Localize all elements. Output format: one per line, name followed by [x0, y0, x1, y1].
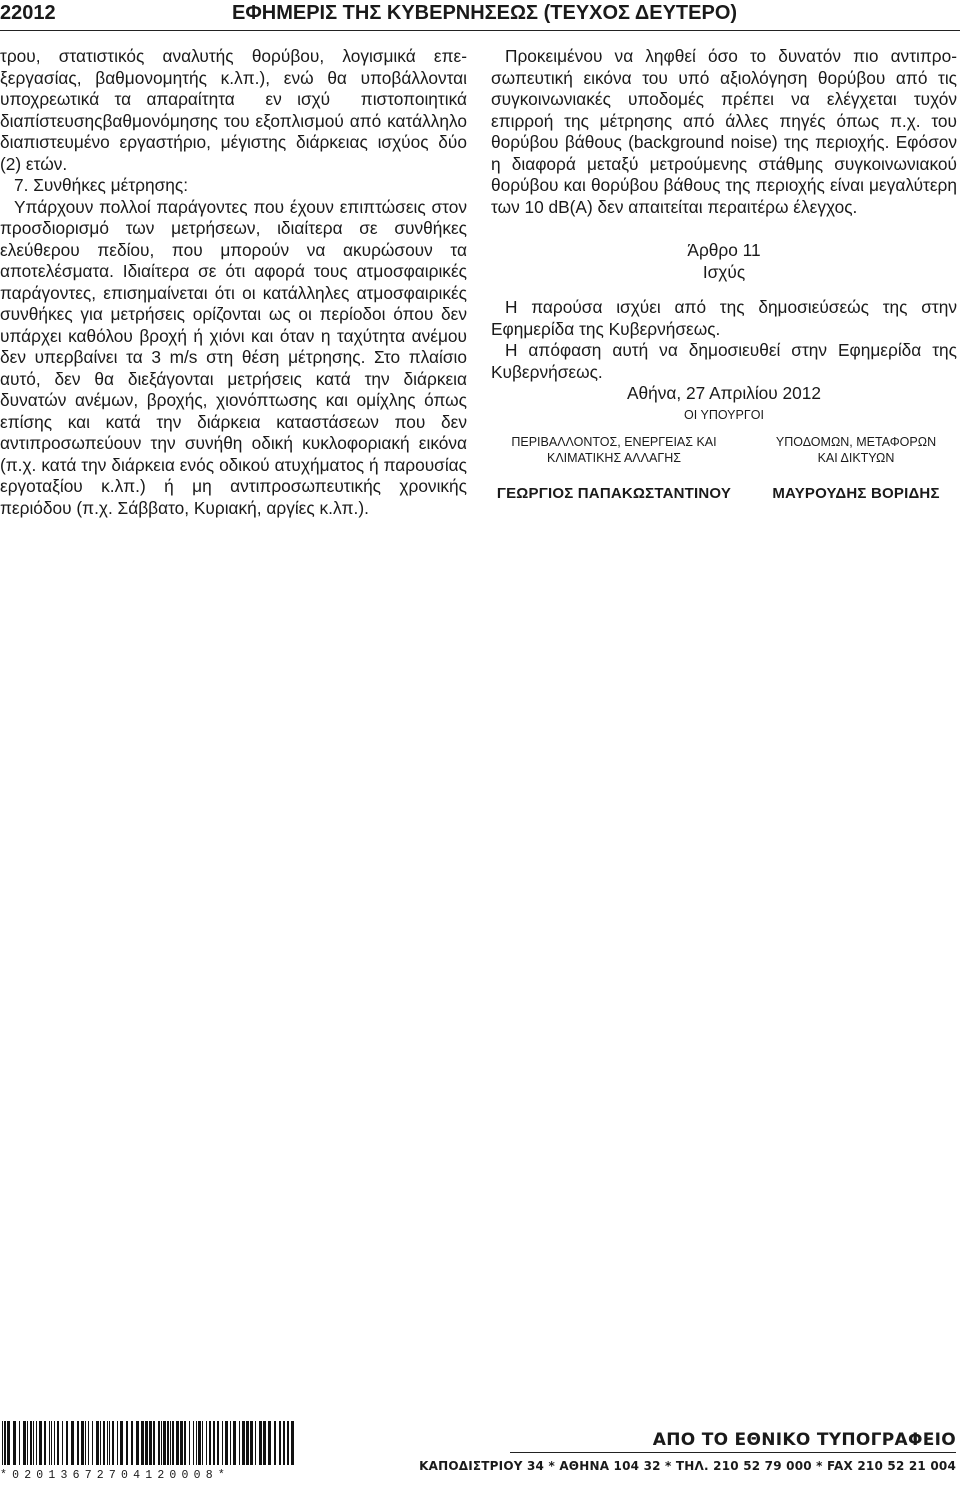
barcode-bar [30, 1421, 32, 1465]
barcode-bar [206, 1421, 207, 1465]
barcode-bar [71, 1421, 74, 1465]
left-column [0, 46, 467, 519]
barcode-bar [39, 1421, 42, 1465]
barcode-bar [184, 1421, 186, 1465]
minister-name: ΓΕΩΡΓΙΟΣ ΠΑΠΑΚΩΣΤΑΝΤΙΝΟΥ [496, 485, 732, 502]
right-paragraph-2: Η παρούσα ισχύει από της δημοσιεύσεώς της στην Εφημερίδα της Κυβερνήσεως. [491, 297, 957, 339]
barcode-bar [283, 1421, 285, 1465]
barcode-bar [246, 1421, 249, 1465]
barcode-bar [51, 1421, 52, 1465]
article-title: Άρθρο 11 [687, 240, 761, 260]
ministry-line-1: ΠΕΡΙΒΑΛΛΟΝΤΟΣ, ΕΝΕΡΓΕΙΑΣ ΚΑΙ [511, 435, 717, 449]
barcode-bar [141, 1421, 144, 1465]
barcode-bar [66, 1421, 68, 1465]
barcode-bar [81, 1421, 84, 1465]
barcode-bar [202, 1421, 203, 1465]
barcode-bar [213, 1421, 215, 1465]
barcode-bar [239, 1421, 240, 1465]
barcode-bar [44, 1421, 46, 1465]
barcode-bar [255, 1421, 256, 1465]
printer-address: ΚΑΠΟΔΙΣΤΡΙΟΥ 34 * ΑΘΗΝΑ 104 32 * ΤΗΛ. 210 52 79 000 * FAX 210 52 21 004 [419, 1459, 956, 1473]
barcode-bar [112, 1421, 114, 1465]
barcode-bar [88, 1421, 89, 1465]
barcode-bar [103, 1421, 105, 1465]
gazette-title: ΕΦΗΜΕΡΙΣ ΤΗΣ ΚΥΒΕΡΝΗΣΕΩΣ (ΤΕΥΧΟΣ ΔΕΥΤΕΡΟ) [232, 2, 738, 24]
barcode-bar [117, 1421, 118, 1465]
barcode-bar [62, 1421, 63, 1465]
barcode-bar [233, 1421, 236, 1465]
barcode-bar [27, 1421, 28, 1465]
barcode-bar [109, 1421, 110, 1465]
barcode-bar [263, 1421, 266, 1465]
barcode-bar [57, 1421, 59, 1465]
barcode-bar [145, 1421, 148, 1465]
header-rule [0, 30, 960, 31]
barcode-bar [149, 1421, 152, 1465]
barcode-bar [189, 1421, 190, 1465]
barcode-bar [217, 1421, 219, 1465]
barcode-bar [36, 1421, 37, 1465]
barcode-bar [19, 1421, 20, 1465]
signatures [491, 434, 957, 524]
ministry-line-2: ΚΑΙ ΔΙΚΤΥΩΝ [817, 451, 895, 465]
barcode-bar [153, 1421, 155, 1465]
barcode-bar [77, 1421, 79, 1465]
barcode-bar [100, 1421, 101, 1465]
page-number: 22012 [0, 2, 56, 24]
barcode-bar [120, 1421, 123, 1465]
barcode-bar [4, 1421, 6, 1465]
barcode-bars [0, 1419, 300, 1467]
minister-name: ΜΑΥΡΟΥΔΗΣ ΒΟΡΙΔΗΣ [772, 485, 940, 502]
barcode-bar [107, 1421, 108, 1465]
barcode-bar [167, 1421, 169, 1465]
barcode-bar [274, 1421, 276, 1465]
barcode-bar [225, 1421, 228, 1465]
barcode-bar [176, 1421, 179, 1465]
printer-name: ΑΠΟ ΤΟ ΕΘΝΙΚΟ ΤΥΠΟΓΡΑΦΕΙΟ [652, 1430, 956, 1450]
signatory-environment [491, 434, 737, 502]
right-column [491, 46, 957, 524]
barcode-bar [13, 1421, 16, 1465]
barcode-bar [250, 1421, 253, 1465]
barcode-bar [49, 1421, 50, 1465]
barcode-bar [279, 1421, 281, 1465]
article-subtitle: Ισχύς [702, 261, 746, 282]
section-7-heading: 7. Συνθήκες μέτρησης: [14, 175, 189, 195]
barcode-bar [222, 1421, 223, 1465]
barcode-bar [198, 1421, 201, 1465]
barcode-bar [33, 1421, 34, 1465]
right-paragraph-3: Η απόφαση αυτή να δημοσιευθεί στην Εφημερίδα της Κυβερνήσεως. [491, 340, 957, 382]
barcode-bar [180, 1421, 183, 1465]
barcode-bar [161, 1421, 162, 1465]
barcode-bar [126, 1421, 128, 1465]
barcode-bar [172, 1421, 174, 1465]
barcode-bar [242, 1421, 245, 1465]
barcode-bar [291, 1421, 294, 1465]
ministry-line-1: ΥΠΟΔΟΜΩΝ, ΜΕΤΑΦΟΡΩΝ [775, 435, 937, 449]
barcode-bar [268, 1421, 271, 1465]
barcode-bar [209, 1421, 211, 1465]
page-header [0, 0, 960, 30]
barcode-number: *02013672704120008* [0, 1469, 230, 1482]
barcode-bar [230, 1421, 231, 1465]
signatory-infrastructure [751, 434, 960, 502]
right-paragraph-1: Προκειμένου να ληφθεί όσο το δυνατόν πιο αντιπροσωπευτική εικόνα του υπό αξιολόγηση θορύβου από τις συγκοινωνιακές υποδομές πρέπει να ελέγχεται τυχόν επιρροή της μέτρησης από άλλες πηγές όπως π.χ. του θορύβου βάθους (background noise) της περιοχής. Εφόσον η διαφορά μεταξύ μετρούμενης στάθμης συγκοινωνιακού θορύβου και θορύβου βάθους της περιοχής είναι μεγαλύτερη των 10 dB(A) δεν απαιτείται περαιτέρω έλεγχος. [491, 46, 957, 217]
barcode-bar [259, 1421, 262, 1465]
barcode [0, 1419, 300, 1486]
barcode-bar [23, 1421, 26, 1465]
left-paragraph-2: Υπάρχουν πολλοί παράγοντες που έχουν επιπτώσεις στον προσδιορισμό των μετρήσεων, ιδιαίτερα σε συνθήκες ελεύθερου πεδίου, που μπορούν να ακυρώσουν τα αποτελέσματα. Ιδιαίτερα σε ότι αφορά τους ατμοσφαιρικές παράγοντες, επισημαίνεται ότι οι κατάλληλες ατμοσφαιρικές συνθήκες για μετρήσεις ορίζονται ως οι περίοδοι όπου δεν υπάρχει καθόλου βροχή ή χιόνι και όταν η ταχύτητα ανέμου δεν υπερβαίνει τα 3 m/s στη θέση μέτρησης. Στο πλαίσιο αυτό, δεν θα διεξάγονται μετρήσεις κατά την διάρκεια δυνατών ανέμων, βροχής, χιονόπτωσης και ομίχλης όπως επίσης και κατά την διάρκεια καταστάσεων που δεν αντιπροσωπεύουν την συνήθη οδική κυκλοφοριακή εικόνα (π.χ. κατά την διάρκεια ενός οδικού ατυχήματος ή παρουσίας εργοταξίου κ.λπ.) ή μη αντιπροσωπευτικής χρονικής περιόδου (π.χ. Σάββατο, Κυριακή, αργίες κ.λπ.). [0, 196, 467, 518]
barcode-bar [136, 1421, 139, 1465]
left-paragraph-1: τρου, στατιστικός αναλυτής θορύβου, λογισμικά επεξεργασίας, βαθμονομητής κ.λπ.), ενώ θα υποβάλλονται υποχρεωτικά τα απαραίτητα εν ισχύ πιστοποιητικά διαπίστευσηςβαθμονόμησης του εξοπλισμού από κατάλληλο διαπιστευμένο εργαστήριο, μέγιστης διάρκειας ισχύος δύο (2) ετών. [0, 46, 467, 174]
barcode-bar [2, 1421, 3, 1465]
ministry-line-2: ΚΛΙΜΑΤΙΚΗΣ ΑΛΛΑΓΗΣ [547, 451, 681, 465]
printer-rule [510, 1452, 956, 1453]
barcode-bar [163, 1421, 166, 1465]
barcode-bar [131, 1421, 133, 1465]
barcode-bar [7, 1421, 10, 1465]
barcode-bar [196, 1421, 197, 1465]
barcode-bar [170, 1421, 171, 1465]
barcode-bar [158, 1421, 160, 1465]
barcode-bar [287, 1421, 289, 1465]
barcode-bar [85, 1421, 86, 1465]
ministers-label: ΟΙ ΥΠΟΥΡΓΟΙ [684, 407, 764, 422]
barcode-bar [92, 1421, 93, 1465]
barcode-bar [54, 1421, 55, 1465]
barcode-bar [193, 1421, 194, 1465]
barcode-bar [96, 1421, 99, 1465]
signing-date: Αθήνα, 27 Απριλίου 2012 [627, 383, 821, 403]
